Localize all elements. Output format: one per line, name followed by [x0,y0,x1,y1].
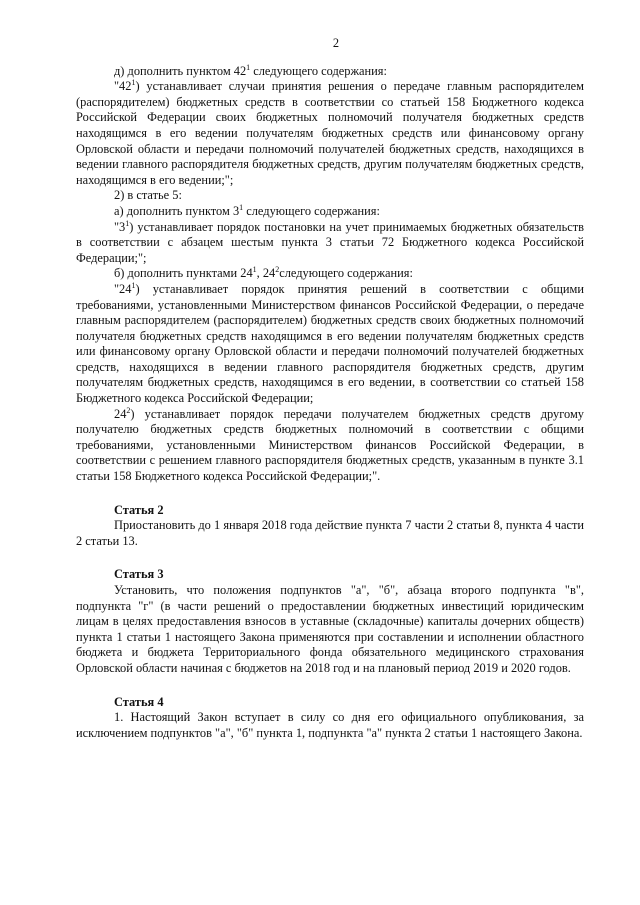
superscript: 1 [125,218,130,228]
text: следующего содержания: [243,203,380,218]
text: ) устанавливает порядок принятия решений в соответствии с общими требованиями, установленными Министерством финансов Российской Федерации, о передаче главным распорядителем (распорядителем) бюджетных средств своих бюджетных полномочий получателя бюджетных средств находящимся в его ведении получателям бюджетных средств или финансовому органу Орловской области и передачи полномочий получателей бюджетных средств, находящихся в ведении главного распорядителя бюджетных средств, другим получателям бюджетных средств, находящимся в его ведении, в соответствии со статьей 158 Бюджетного кодекса Российской Федерации; [76,281,584,406]
text: ) устанавливает порядок постановки на учет принимаемых бюджетных обязательств в соответствии с абзацем шестым пункта 3 статьи 72 Бюджетного кодекса Российской Федерации;"; [76,219,584,265]
paragraph-point-24-1 [76,282,584,407]
paragraph-article-5: 2) в статье 5: [114,188,182,203]
paragraph-b-add-points-24 [76,266,584,282]
article-4-text: 1. Настоящий Закон вступает в силу со дня его официального опубликования, за исключением подпунктов "а", "б" пункта 1, подпункта "а" пункта 2 статьи 1 настоящего Закона. [76,710,584,740]
text: б) дополнить пунктами 24 [114,266,253,281]
text: следующего содержания: [250,63,387,78]
text: ) устанавливает порядок передачи получателем бюджетных средств другому получателю бюджетных средств бюджетных полномочий в соответствии с общими требованиями, установленными Министерством финансов Российской Федерации, в соответствии с решением главного распорядителя бюджетных средств, указанным в пункте 3.1 статьи 158 Бюджетного кодекса Российской Федерации;". [76,406,584,484]
text: а) дополнить пунктом 3 [114,203,240,218]
paragraph-d-add-point-42-1 [76,64,584,80]
document-page [76,36,584,741]
text: "24 [114,281,132,296]
article-3-heading: Статья 3 [114,567,164,582]
article-2-text: Приостановить до 1 января 2018 года действие пункта 7 части 2 статьи 8, пункта 4 части 2 статьи 13. [76,518,584,548]
text: , 24 [256,266,276,281]
text: 24 [114,406,127,421]
text: "42 [114,79,132,94]
text: д) дополнить пунктом 42 [114,63,247,78]
superscript: 2 [275,265,280,275]
superscript: 1 [252,265,257,275]
paragraph-point-3-1 [76,220,584,267]
text: следующего содержания: [279,266,413,281]
paragraph-a-add-point-3-1 [76,204,584,220]
article-2-heading: Статья 2 [114,502,164,517]
text: ) устанавливает случаи принятия решения о передаче главным распорядителем (распорядителем) бюджетных средств в соответствии со статьей 158 Бюджетного кодекса Российской Федерации своих бюджетных полномочий получателя бюджетных средств находящимся в его ведении получателям бюджетных средств или финансовому органу Орловской области и передачи полномочий получателей бюджетных средств, находящихся в ведении главного распорядителя бюджетных средств, другим получателям бюджетных средств, находящимся в его ведении;"; [76,79,584,187]
article-4-heading: Статья 4 [114,694,164,709]
text: "3 [114,219,126,234]
superscript: 1 [131,280,136,290]
article-3-text: Установить, что положения подпунктов "а", "б", абзаца второго подпункта "в", подпункта "г" (в части решений о предоставлении бюджетных инвестиций юридическим лицам в целях предоставления взносов в уставные (складочные) капиталы дочерних обществ) пункта 1 статьи 1 настоящего Закона применяются при составлении и исполнении областного бюджета и бюджета Территориального фонда обязательного медицинского страхования Орловской области начиная с бюджетов на 2018 год и на плановый период 2019 и 2020 годов. [76,583,584,675]
superscript: 1 [246,62,251,72]
paragraph-point-42-1 [76,79,584,188]
page-number: 2 [332,36,340,50]
superscript: 1 [239,202,244,212]
superscript: 2 [126,405,131,415]
paragraph-point-24-2 [76,407,584,485]
superscript: 1 [131,78,136,88]
